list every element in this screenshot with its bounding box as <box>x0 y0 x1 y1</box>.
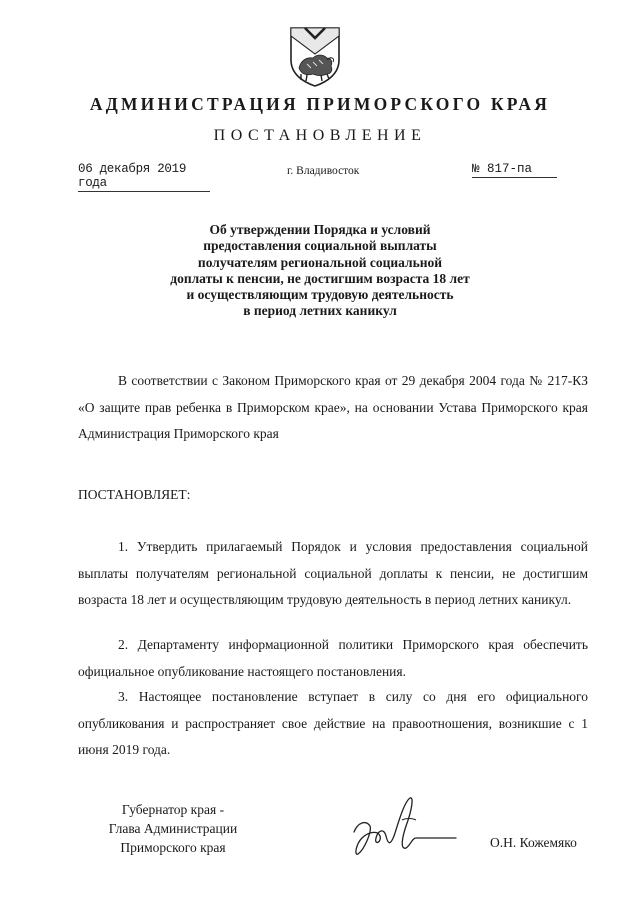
handwritten-signature-icon <box>344 792 464 864</box>
title-line: получателям региональной социальной <box>197 254 443 270</box>
title-line: в период летних каникул <box>243 303 397 319</box>
signer-position <box>88 800 258 857</box>
document-title <box>150 222 490 320</box>
document-city: г. Владивосток <box>287 165 360 177</box>
preamble-paragraph: В соответствии с Законом Приморского края от 29 декабря 2004 года № 217-КЗ «О защите прав ребенка в Приморском крае», на основании Устава Приморского края Администрация Приморского края <box>78 373 588 441</box>
resolution-item-3: 3. Настоящее постановление вступает в силу со дня его официального опубликования и распространяет свое действие на правоотношения, возникшие с 1 июня 2019 года. <box>78 689 588 757</box>
title-line: Об утверждении Порядка и условий <box>209 222 431 237</box>
signer-position-line: Глава Администрации <box>108 821 238 836</box>
organization-name: АДМИНИСТРАЦИЯ ПРИМОРСКОГО КРАЯ <box>89 94 551 114</box>
title-line: доплаты к пенсии, не достигшим возраста 18 лет <box>170 270 470 286</box>
document-number: № 817-па <box>472 162 557 178</box>
resolution-item-2: 2. Департаменту информационной политики Приморского края обеспечить официальное опубликование настоящего постановления. <box>78 637 588 679</box>
document-date: 06 декабря 2019 года <box>78 162 210 192</box>
signer-name: О.Н. Кожемяко <box>490 835 577 850</box>
resolve-heading: ПОСТАНОВЛЯЕТ: <box>78 487 191 502</box>
signer-position-line: Приморского края <box>120 840 226 855</box>
document-type: ПОСТАНОВЛЕНИЕ <box>213 127 427 144</box>
coat-of-arms-icon <box>287 24 343 88</box>
signer-position-line: Губернатор края - <box>121 802 225 817</box>
title-line: предоставления социальной выплаты <box>203 238 437 254</box>
resolution-item-1: 1. Утвердить прилагаемый Порядок и условия предоставления социальной выплаты получателям региональной социальной доплаты к пенсии, не достигшим возраста 18 лет и осуществляющим трудовую деятельность в период летних каникул. <box>78 539 588 607</box>
title-line: и осуществляющим трудовую деятельность <box>186 287 454 303</box>
